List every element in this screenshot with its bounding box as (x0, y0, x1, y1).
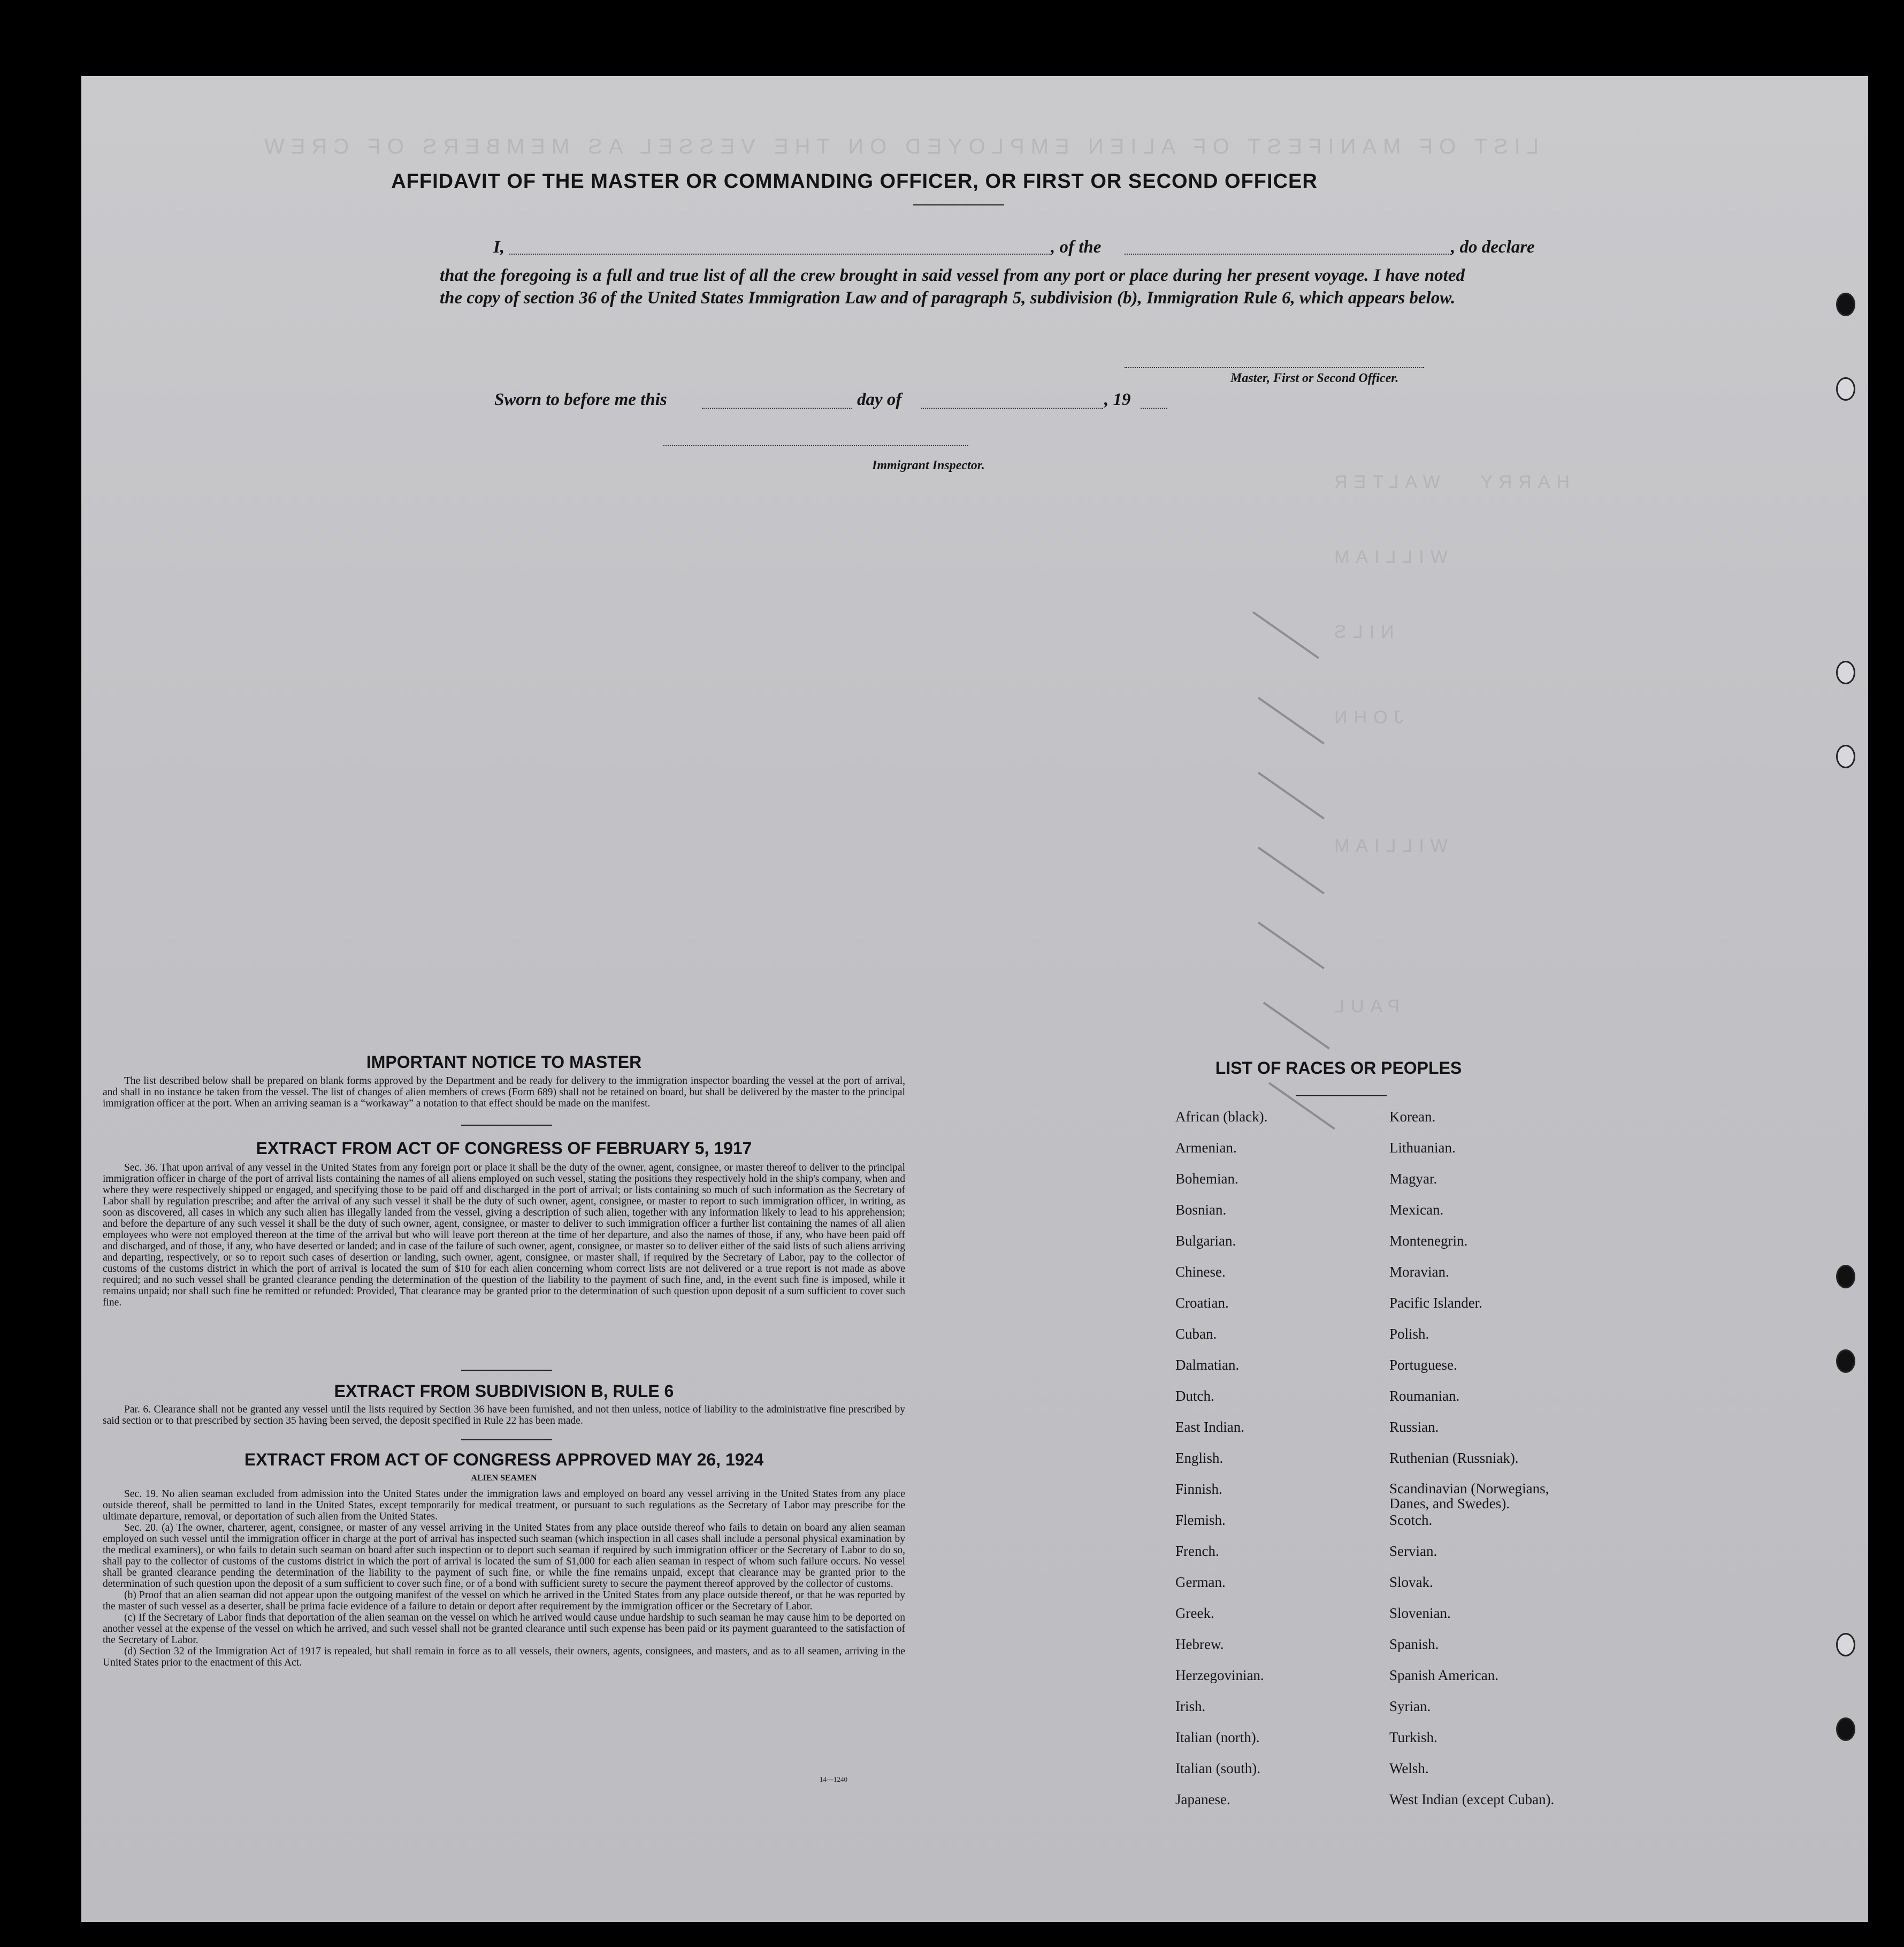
divider (461, 1125, 552, 1126)
race-item: Spanish American. (1389, 1667, 1498, 1683)
bleed-through: LIST OF MANIFEST OF ALIEN EMPLOYED ON THE VESSEL AS MEMBERS OF CREW (258, 135, 1539, 158)
sworn-label: Sworn to before me this (494, 390, 667, 409)
race-item: Irish. (1175, 1698, 1206, 1714)
extract-1917-title: EXTRACT FROM ACT OF CONGRESS OF FEBRUARY 5, 1917 (256, 1139, 752, 1158)
race-item: Bosnian. (1175, 1202, 1227, 1218)
divider (1296, 1095, 1387, 1096)
bleed-through: JOHN (1328, 707, 1403, 728)
race-item: Korean. (1389, 1109, 1436, 1125)
punch-hole (1836, 1717, 1855, 1741)
punch-hole (1836, 293, 1855, 316)
race-item: Turkish. (1389, 1729, 1437, 1745)
race-item: Herzegovinian. (1175, 1667, 1264, 1683)
sec-20-b: (b) Proof that an alien seaman did not appear upon the outgoing manifest of the vessel on which he arrived in the United States from any place outside thereof, or that he was reported by the master of such vessel as a deserter, shall be prima facie evidence of a failure to detain or deport after requirement by the immigration officer or the Secretary of Labor. (103, 1590, 905, 1612)
master-signature-label: Master, First or Second Officer. (1230, 371, 1399, 385)
affidavit-line-declare: , do declare (1451, 238, 1535, 257)
affidavit-line-of-the: , of the (1051, 238, 1102, 257)
sworn-year-label: , 19 (1104, 390, 1131, 409)
race-item: Mexican. (1389, 1202, 1444, 1218)
punch-hole (1836, 661, 1855, 684)
race-item: Servian. (1389, 1543, 1437, 1559)
race-item: West Indian (except Cuban). (1389, 1791, 1555, 1807)
race-item: Scotch. (1389, 1512, 1433, 1528)
bleed-through: PAUL (1328, 996, 1400, 1017)
race-item: Bohemian. (1175, 1171, 1238, 1187)
sworn-day-of-label: day of (857, 390, 902, 409)
pencil-stroke (1258, 697, 1325, 744)
sec-20-a: Sec. 20. (a) The owner, charterer, agent, consignee, or master of any vessel arriving in the United States from any place outside thereof who fails to detain on board any alien seaman employed on such vessel until the immigration officer in charge at the port of arrival has inspected such seaman (which inspection in all cases shall include a personal physical examination by the medical examiners), or who fails to detain such seaman on board after such inspection or to deport such seaman if required by such immigration officer or the Secretary of Labor to do so, shall pay to the collector of customs of the customs district in which the port of arrival is located the sum of $1,000 for each alien seaman in respect of whom such failure occurs. No vessel shall be granted clearance pending the determination of the liability to the payment of such fine, or while the fine remains unpaid, except that clearance may be granted prior to the determination of such question upon the deposit of a sum sufficient to cover such fine, or of a bond with sufficient surety to secure the payment thereof approved by the collector of customs. (103, 1522, 905, 1590)
race-item: Japanese. (1175, 1791, 1230, 1807)
punch-hole (1836, 1633, 1855, 1656)
inspector-signature-label: Immigrant Inspector. (872, 459, 985, 472)
punch-hole (1836, 745, 1855, 768)
race-item: East Indian. (1175, 1419, 1244, 1435)
race-item: Welsh. (1389, 1760, 1429, 1776)
sworn-year-field[interactable] (1141, 408, 1167, 409)
race-item: Magyar. (1389, 1171, 1437, 1187)
punch-hole (1836, 1349, 1855, 1373)
race-item: Italian (south). (1175, 1760, 1260, 1776)
master-name-field[interactable] (509, 254, 1050, 255)
race-item: Spanish. (1389, 1636, 1439, 1652)
race-item: African (black). (1175, 1109, 1268, 1125)
race-item: Montenegrin. (1389, 1233, 1468, 1249)
bleed-through: HARRY WALTER (1328, 472, 1570, 492)
punch-hole (1836, 377, 1855, 401)
race-item: English. (1175, 1450, 1224, 1466)
punch-hole (1836, 1265, 1855, 1288)
race-item: Cuban. (1175, 1326, 1217, 1342)
race-item: Flemish. (1175, 1512, 1226, 1528)
sec-19: Sec. 19. No alien seaman excluded from admission into the United States under the immigration laws and employed on board any vessel arriving in the United States from any place outside thereof, shall be permitted to land in the United States, except temporarily for medical treatment, or pursuant to such regulations as the Secretary of Labor may prescribe for the ultimate departure, removal, or deportation of such alien from the United States. (103, 1488, 905, 1522)
race-item: Portuguese. (1389, 1357, 1457, 1373)
affidavit-line-i: I, (493, 238, 505, 257)
race-item: German. (1175, 1574, 1226, 1590)
vessel-name-field[interactable] (1125, 254, 1451, 255)
divider (461, 1370, 552, 1371)
pencil-stroke (1268, 1082, 1335, 1129)
pencil-stroke (1258, 921, 1325, 969)
bleed-through: WILLIAM (1328, 836, 1448, 856)
master-signature-field[interactable] (1125, 367, 1424, 368)
pencil-stroke (1252, 611, 1319, 659)
race-item: Moravian. (1389, 1264, 1449, 1280)
affidavit-body: that the foregoing is a full and true list of all the crew brought in said vessel from any port or place during her present voyage. I have noted the copy of section 36 of the United States Immigration Law and of paragraph 5, subdivision (b), Immigration Rule 6, which appears below. (440, 266, 1465, 308)
extract-1924-text (103, 1488, 905, 1668)
sec-20-d: (d) Section 32 of the Immigration Act of 1917 is repealed, but shall remain in force as to all vessels, their owners, agents, consignees, and masters, and as to all seamen, arriving in the United States prior to the enactment of this Act. (103, 1646, 905, 1668)
race-item: Pacific Islander. (1389, 1295, 1482, 1311)
notice-text: The list described below shall be prepared on blank forms approved by the Department and be ready for delivery to the immigration inspector boarding the vessel at the port of arrival, and shall in no instance be taken from the vessel. The list of changes of alien members of crews (Form 689) shall not be retained on board, but shall be delivered by the master to the principal immigration officer at the port. When an arriving seaman is a “workaway” a notation to that effect should be made on the manifest. (103, 1075, 905, 1109)
race-item: Roumanian. (1389, 1388, 1460, 1404)
extract-1924-title: EXTRACT FROM ACT OF CONGRESS APPROVED MAY 26, 1924 (244, 1450, 764, 1469)
race-item: Polish. (1389, 1326, 1429, 1342)
pencil-stroke (1258, 846, 1325, 894)
extract-1917-text: Sec. 36. That upon arrival of any vessel in the United States from any foreign port or place it shall be the duty of the owner, agent, consignee, or master thereof to deliver to the principal immigration officer in charge of the port of arrival lists containing the names of all aliens employed on such vessel, stating the positions they respectively hold in the ship's company, when and where they were respectively shipped or engaged, and specifying those to be paid off and discharged in the port of arrival; or lists containing so much of such information as the Secretary of Labor shall by regulation prescribe; and after the arrival of any such vessel it shall be the duty of such owner, agent, consignee, or master to report to such immigration officer, in writing, as soon as discovered, all cases in which any such alien has illegally landed from the vessel, giving a description of such alien, together with any information likely to lead to his apprehension; and before the departure of any such vessel it shall be the duty of such owner, agent, consignee, or master to deliver to such immigration officer a further list containing the names of all alien employees who were not employed thereon at the time of the arrival but who will leave port thereon at the time of her departure, and also the names of those, if any, who have been paid off and discharged, and of those, if any, who have deserted or landed; and in case of the failure of such owner, agent, consignee, or master so to deliver either of the said lists of such aliens arriving and departing, respectively, or so to report such cases of desertion or landing, such owner, agent, consignee, or master shall, if required by the Secretary of Labor, pay to the collector of customs of the customs district in which the port of arrival is located the sum of $10 for each alien concerning whom correct lists are not delivered or a true report is not made as above required; and no such vessel shall be granted clearance pending the determination of the question of the liability to the payment of such fine, and, in the event such fine is imposed, while it remains unpaid; nor shall such fine be remitted or refunded: Provided, That clearance may be granted prior to the determination of such question upon deposit of a sum sufficient to cover such fine. (103, 1162, 905, 1308)
race-item: Russian. (1389, 1419, 1439, 1435)
pencil-stroke (1258, 772, 1325, 819)
race-item: Chinese. (1175, 1264, 1226, 1280)
bleed-through: NILS (1328, 622, 1394, 642)
race-item: Slovak. (1389, 1574, 1433, 1590)
race-item: Dutch. (1175, 1388, 1214, 1404)
races-title: LIST OF RACES OR PEOPLES (1215, 1058, 1462, 1078)
inspector-signature-field[interactable] (663, 445, 968, 446)
race-item: Hebrew. (1175, 1636, 1224, 1652)
race-item: Bulgarian. (1175, 1233, 1236, 1249)
bleed-through: WILLIAM (1328, 547, 1448, 567)
race-item: Italian (north). (1175, 1729, 1260, 1745)
race-item: Scandinavian (Norwegians, Danes, and Swedes). (1389, 1480, 1549, 1511)
race-item: French. (1175, 1543, 1219, 1559)
race-item: Armenian. (1175, 1140, 1237, 1156)
race-item: Syrian. (1389, 1698, 1431, 1714)
divider (461, 1439, 552, 1440)
race-item: Lithuanian. (1389, 1140, 1456, 1156)
divider (913, 204, 1004, 205)
race-item: Finnish. (1175, 1481, 1222, 1497)
form-number: 14—1240 (820, 1775, 847, 1783)
extract-rule6-text: Par. 6. Clearance shall not be granted any vessel until the lists required by Section 36 have been furnished, and not then unless, notice of liability to the administrative fine prescribed by said section or to that prescribed by section 35 having been served, the deposit specified in Rule 22 has been made. (103, 1404, 905, 1426)
affidavit-title: AFFIDAVIT OF THE MASTER OR COMMANDING OFFICER, OR FIRST OR SECOND OFFICER (391, 170, 1318, 193)
pencil-stroke (1263, 1002, 1330, 1049)
race-item: Croatian. (1175, 1295, 1229, 1311)
race-item: Ruthenian (Russniak). (1389, 1450, 1519, 1466)
race-item: Greek. (1175, 1605, 1214, 1621)
extract-rule6-title: EXTRACT FROM SUBDIVISION B, RULE 6 (334, 1381, 674, 1401)
race-item: Dalmatian. (1175, 1357, 1240, 1373)
sworn-month-field[interactable] (921, 408, 1103, 409)
sec-20-c: (c) If the Secretary of Labor finds that deportation of the alien seaman on the vessel on which he arrived would cause undue hardship to such seaman he may cause him to be deported on another vessel at the expense of the vessel on which he arrived, and such vessel shall not be granted clearance until such expense has been paid or its payment guaranteed to the satisfaction of the Secretary of Labor. (103, 1612, 905, 1646)
race-item: Slovenian. (1389, 1605, 1451, 1621)
notice-title: IMPORTANT NOTICE TO MASTER (366, 1052, 642, 1072)
form-sheet (81, 76, 1868, 1922)
alien-seamen-subtitle: ALIEN SEAMEN (471, 1473, 537, 1483)
sworn-day-field[interactable] (702, 408, 852, 409)
